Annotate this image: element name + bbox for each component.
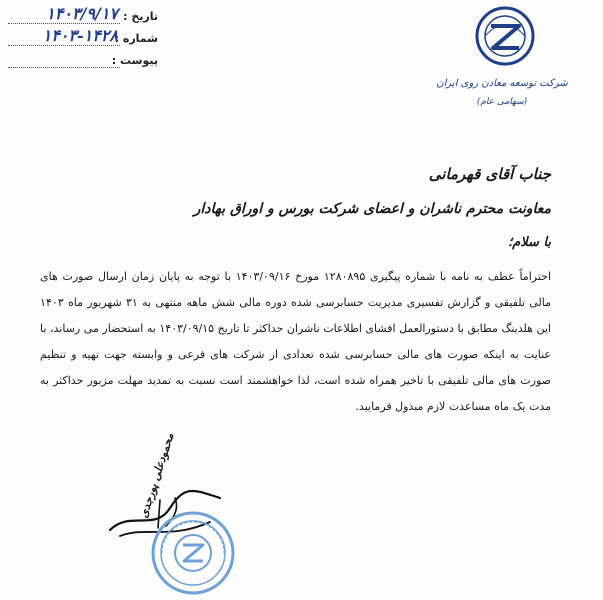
attachment-line xyxy=(8,67,120,68)
company-logo xyxy=(436,4,568,119)
signer-name: محمودعلی پورجدی xyxy=(136,431,177,520)
attachment-label: پیوست : xyxy=(111,54,158,67)
svg-text:(سهامی عام): (سهامی عام) xyxy=(476,97,528,107)
letter-meta xyxy=(8,6,158,72)
date-line xyxy=(8,23,120,24)
number-value: ۱۴۰۳-۱۴۲۸ xyxy=(42,26,118,45)
date-row xyxy=(8,6,158,28)
svg-text:شرکت توسعه معادن روی ایران: شرکت توسعه معادن روی ایران xyxy=(436,78,568,89)
recipient: جناب آقای قهرمانی xyxy=(428,165,551,183)
number-label: شماره : xyxy=(114,32,158,45)
recipient-title: معاونت محترم ناشران و اعضای شرکت بورس و اوراق بهادار xyxy=(193,201,551,217)
date-label: تاریخ : xyxy=(123,10,158,23)
date-value: ۱۴۰۳/۹/۱۷ xyxy=(46,4,118,23)
number-line xyxy=(8,45,120,46)
greeting: با سلام؛ xyxy=(508,235,551,250)
attachment-row xyxy=(8,50,158,72)
letter-paragraph: احتراماً عطف به نامه با شماره پیگیری ۱۲۸۰۸۹۵ مورخ ۱۴۰۳/۰۹/۱۶ با توجه به پایان زمان ارسال صورت های مالی تلفیقی و گزارش تفسیری مدیریت حسابرسی شده دوره مالی شش ماهه منتهی به ۳۱ شهریور ماه ۱۴۰۳ این هلدینگ مطابق با دستورالعمل افشای اطلاعات ناشران حداکثر تا تاریخ ۱۴۰۳/۰۹/۱۵ به استحضار می رساند، با عنایت به اینکه صورت های مالی حسابرسی شده تعدادی از شرکت های فرعی و وابسته جهت تهیه و تنظیم صورت های مالی تلفیقی با تاخیر همراه شده است، لذا خواهشمند است نسبت به تمدید مهلت مزبور حداکثر به مدت یک ماه مساعدت لازم مبذول فرمایید. xyxy=(40,270,551,413)
letter-body xyxy=(40,165,551,420)
company-stamp xyxy=(148,508,238,598)
number-row xyxy=(8,28,158,50)
